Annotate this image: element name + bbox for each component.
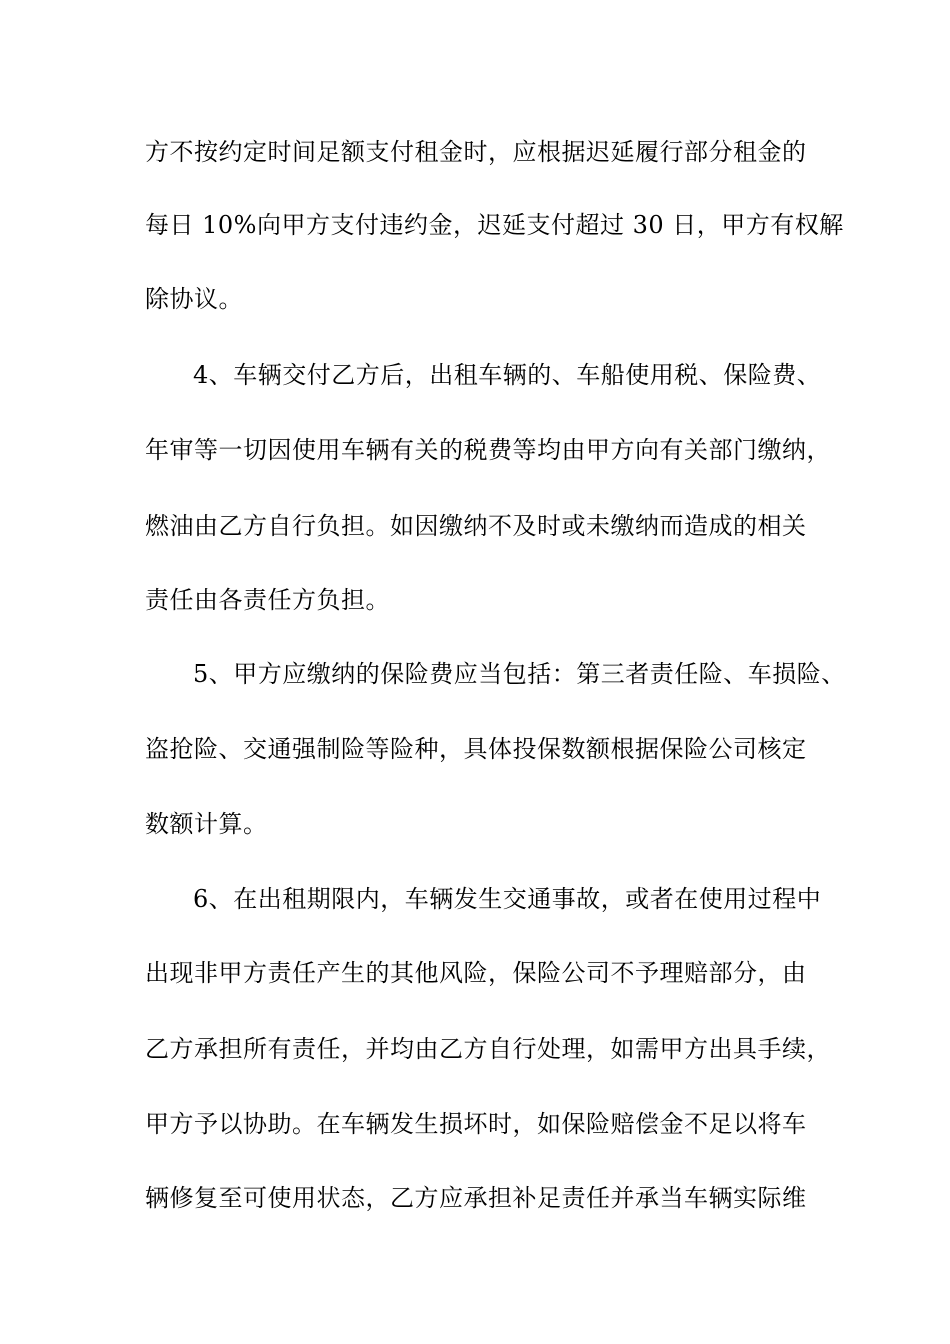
text-line: 燃油由乙方自行负担。如因缴纳不及时或未缴纳而造成的相关 <box>145 512 807 540</box>
text-line: 年审等一切因使用车辆有关的税费等均由甲方向有关部门缴纳， <box>145 436 831 464</box>
paragraph-5-start: 5、甲方应缴纳的保险费应当包括：第三者责任险、车损险、 <box>193 660 846 688</box>
text-line: 盗抢险、交通强制险等险种，具体投保数额根据保险公司核定 <box>145 735 807 763</box>
text-line: 乙方承担所有责任，并均由乙方自行处理，如需甲方出具手续， <box>145 1035 831 1063</box>
text-line: 数额计算。 <box>145 810 268 838</box>
text-line: 辆修复至可使用状态，乙方应承担补足责任并承当车辆实际维 <box>145 1184 807 1212</box>
paragraph-4-start: 4、车辆交付乙方后，出租车辆的、车船使用税、保险费、 <box>193 361 822 389</box>
text-line: 甲方予以协助。在车辆发生损坏时，如保险赔偿金不足以将车 <box>145 1110 807 1138</box>
text-line: 方不按约定时间足额支付租金时，应根据迟延履行部分租金的 <box>145 138 807 166</box>
paragraph-6-start: 6、在出租期限内，车辆发生交通事故，或者在使用过程中 <box>193 885 822 913</box>
text-line: 责任由各责任方负担。 <box>145 586 390 614</box>
text-line: 除协议。 <box>145 285 243 313</box>
text-line: 每日 10%向甲方支付违约金，迟延支付超过 30 日，甲方有权解 <box>145 211 844 239</box>
text-line: 出现非甲方责任产生的其他风险，保险公司不予理赔部分，由 <box>145 959 807 987</box>
